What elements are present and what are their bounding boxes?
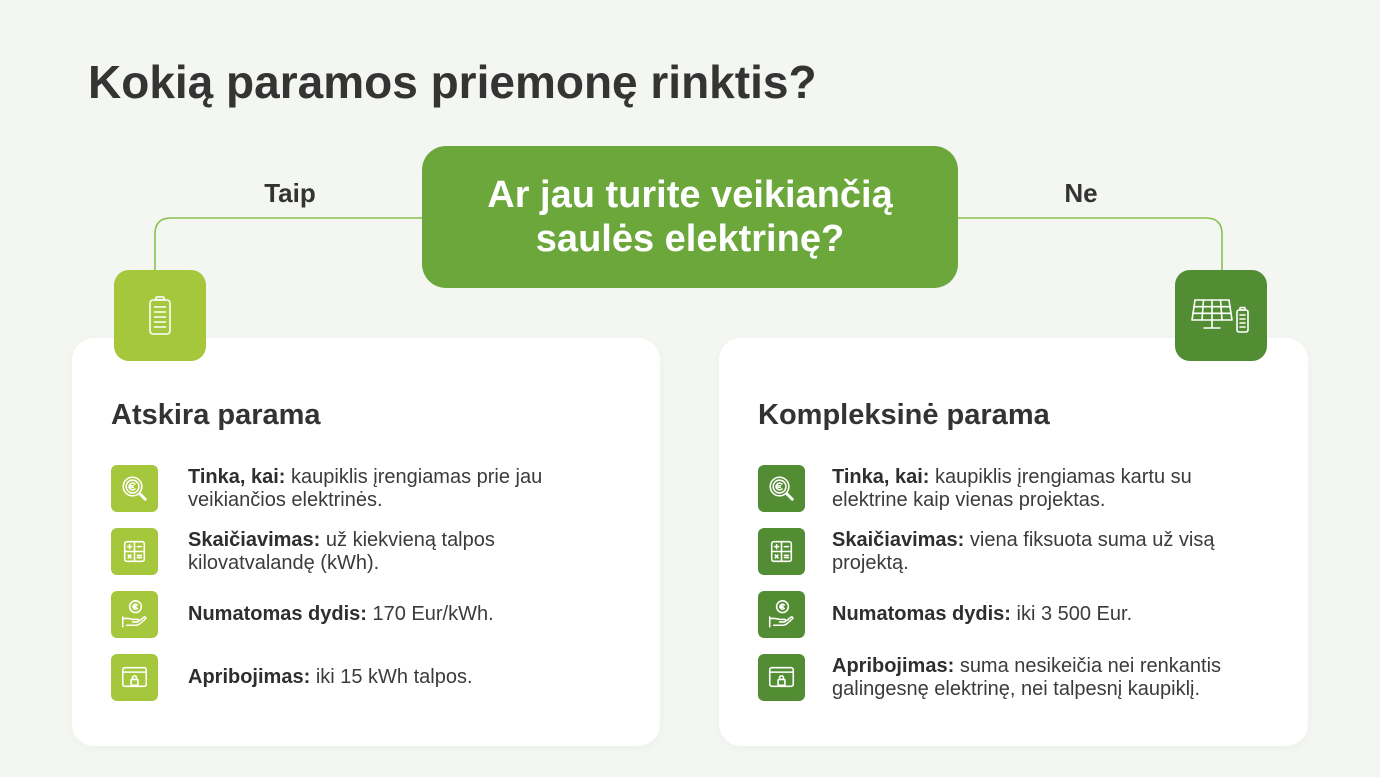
criteria-line — [832, 466, 1192, 489]
criteria-icon-badge — [111, 528, 158, 575]
option-card-complex-support — [719, 338, 1308, 746]
secure-box-icon — [111, 654, 158, 701]
question-box — [422, 146, 958, 288]
criteria-value: 170 Eur/kWh. — [372, 603, 494, 625]
coin-search-icon — [758, 465, 805, 512]
secure-box-icon — [758, 654, 805, 701]
criteria-label: Numatomas dydis: — [832, 603, 1011, 625]
criteria-value: už kiekvieną talpos — [325, 528, 495, 551]
criteria-row-suitability — [758, 465, 1221, 512]
criteria-label: Apribojimas: — [832, 654, 955, 677]
criteria-icon-badge — [111, 591, 158, 638]
criteria-text — [832, 466, 1192, 512]
battery-icon — [145, 295, 175, 337]
calculator-icon — [111, 528, 158, 575]
criteria-value: kaupiklis įrengiamas kartu su — [935, 465, 1192, 488]
criteria-text — [188, 603, 494, 626]
criteria-icon-badge — [758, 591, 805, 638]
criteria-row-calculation — [111, 528, 542, 575]
yes-branch-badge — [114, 270, 206, 361]
criteria-row-amount — [111, 591, 542, 638]
criteria-line — [832, 655, 1221, 678]
connector-line-no — [950, 218, 1222, 274]
branch-label-yes: Taip — [264, 178, 316, 208]
branch-label-no: Ne — [1064, 178, 1098, 208]
calculator-icon — [758, 528, 805, 575]
criteria-value: projektą. — [832, 551, 909, 574]
criteria-row-amount — [758, 591, 1221, 638]
criteria-row-calculation — [758, 528, 1221, 575]
criteria-text — [188, 529, 495, 575]
criteria-text — [188, 666, 473, 689]
criteria-line — [188, 603, 494, 626]
criteria-value: kilovatvalandę (kWh). — [188, 551, 380, 574]
criteria-value: viena fiksuota suma už visą — [969, 528, 1215, 551]
criteria-list — [111, 465, 542, 701]
criteria-line — [832, 603, 1132, 626]
criteria-label: Tinka, kai: — [832, 465, 930, 488]
criteria-icon-badge — [111, 465, 158, 512]
question-line: saulės elektrinę? — [535, 218, 845, 260]
hand-coin-icon — [111, 591, 158, 638]
criteria-label: Skaičiavimas: — [832, 528, 965, 551]
criteria-text — [832, 529, 1214, 575]
criteria-text — [832, 655, 1221, 701]
criteria-label: Apribojimas: — [188, 666, 311, 688]
criteria-value: veikiančios elektrinės. — [188, 488, 383, 511]
criteria-row-limitation — [111, 654, 542, 701]
criteria-label: Numatomas dydis: — [188, 603, 367, 625]
criteria-icon-badge — [758, 465, 805, 512]
criteria-value: iki 15 kWh talpos. — [315, 666, 473, 688]
hand-coin-icon — [758, 591, 805, 638]
criteria-row-suitability — [111, 465, 542, 512]
criteria-text — [188, 466, 542, 512]
criteria-value: galingesnę elektrinę, nei talpesnį kaupiklį. — [832, 677, 1201, 700]
solar-panel-battery-icon — [1189, 294, 1253, 338]
criteria-line — [188, 529, 495, 552]
criteria-icon-badge — [758, 528, 805, 575]
criteria-text — [832, 603, 1132, 626]
question-line: Ar jau turite veikiančią — [487, 174, 893, 216]
criteria-value: kaupiklis įrengiamas prie jau — [291, 465, 543, 488]
criteria-label: Tinka, kai: — [188, 465, 286, 488]
criteria-row-limitation — [758, 654, 1221, 701]
card-title: Atskira parama — [111, 399, 321, 431]
connector-line-yes — [155, 218, 430, 274]
criteria-line — [832, 529, 1214, 552]
criteria-value: elektrine kaip vienas projektas. — [832, 488, 1106, 511]
criteria-value: suma nesikeičia nei renkantis — [959, 654, 1222, 677]
page-title: Kokią paramos priemonę rinktis? — [88, 56, 817, 108]
option-card-separate-support — [72, 338, 660, 746]
criteria-line — [188, 666, 473, 689]
criteria-value: iki 3 500 Eur. — [1016, 603, 1133, 625]
criteria-line — [188, 466, 542, 489]
criteria-icon-badge — [758, 654, 805, 701]
criteria-label: Skaičiavimas: — [188, 528, 321, 551]
coin-search-icon — [111, 465, 158, 512]
no-branch-badge — [1175, 270, 1267, 361]
criteria-list — [758, 465, 1221, 701]
criteria-icon-badge — [111, 654, 158, 701]
card-title: Kompleksinė parama — [758, 399, 1050, 431]
